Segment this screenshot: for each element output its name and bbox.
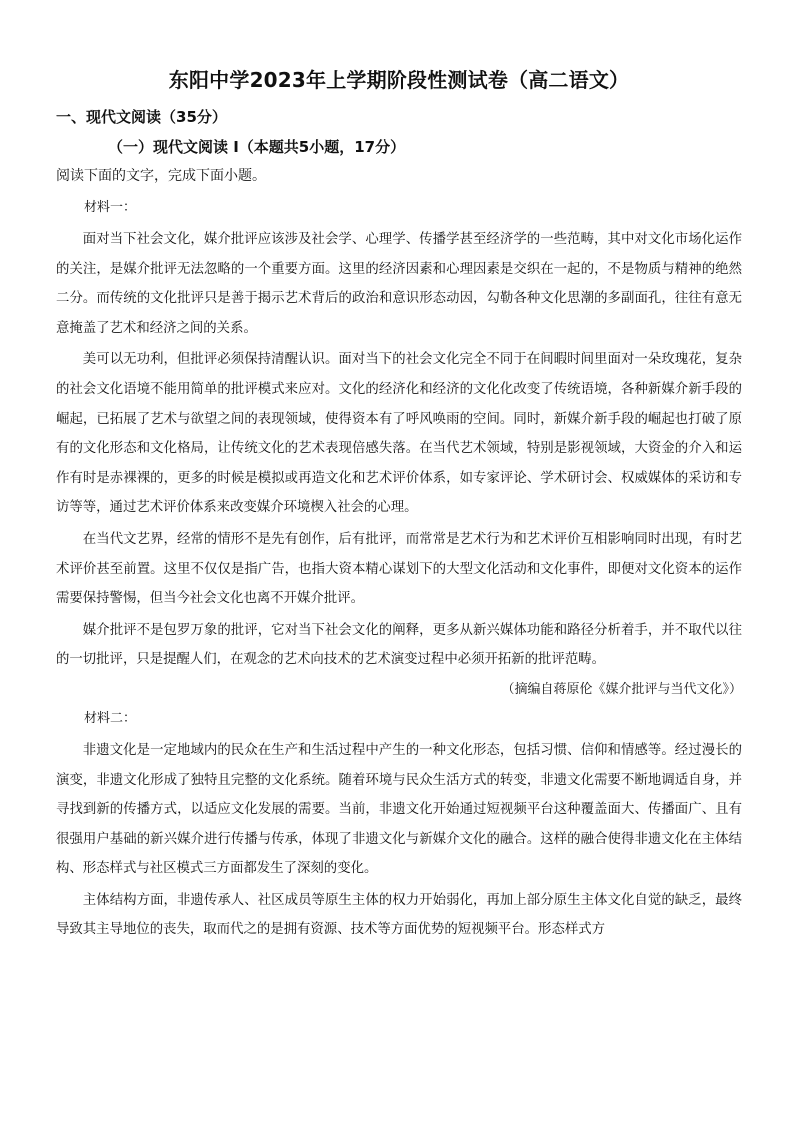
material-one-paragraph-2: 美可以无功利，但批评必须保持清醒认识。面对当下的社会文化完全不同于在间暇时间里面对一朵玫瑰花，复杂的社会文化语境不能用简单的批评模式来应对。文化的经济化和经济的文化化改变了传统语境，各种新媒介新手段的崛起，已拓展了艺术与欲望之间的表现领域，使得资本有了呼风唤雨的空间。同时，新媒介新手段的崛起也打破了原有的文化形态和文化格局，让传统文化的艺术表现倍感失落。在当代艺术领域，特别是影视领域，大资金的介入和运作有时是赤裸裸的，更多的时候是模拟或再造文化和艺术评价体系，如专家评论、学术研讨会、权威媒体的采访和专访等等，通过艺术评价体系来改变媒介环境楔入社会的心理。 [56, 352, 742, 516]
material-one-paragraph-4: 媒介批评不是包罗万象的批评，它对当下社会文化的阐释，更多从新兴媒体功能和路径分析着手，并不取代以往的一切批评，只是提醒人们，在观念的艺术向技术的艺术演变过程中必须开拓新的批评范畴。 [56, 622, 742, 668]
material-two-paragraph-2: 主体结构方面，非遗传承人、社区成员等原生主体的权力开始弱化，再加上部分原生主体文化自觉的缺乏，最终导致其主导地位的丧失，取而代之的是拥有资源、技术等方面优势的短视频平台。形态样式方 [56, 892, 742, 938]
exam-title: 东阳中学2023年上学期阶段性测试卷（高二语文） [168, 68, 630, 92]
material-two-label: 材料二： [84, 710, 137, 726]
material-one-source: （摘编自蒋原伦《媒介批评与当代文化》） [501, 681, 742, 697]
material-one-paragraph-3: 在当代文艺界，经常的情形不是先有创作，后有批评，而常常是艺术行为和艺术评价互相影响同时出现，有时艺术评价甚至前置。这里不仅仅是指广告，也指大资本精心谋划下的大型文化活动和文化事件，即便对文化资本的运作需要保持警惕，但当今社会文化也离不开媒介批评。 [56, 531, 742, 607]
material-one [56, 196, 742, 703]
reading-instruction: 阅读下面的文字，完成下面小题。 [56, 168, 266, 184]
material-one-label: 材料一： [84, 200, 137, 215]
section-heading: 一、现代文阅读（35分） [56, 108, 227, 126]
sub-heading: （一）现代文阅读 I（本题共5小题，17分） [108, 138, 406, 156]
material-two [56, 707, 742, 945]
material-two-paragraph-1: 非遗文化是一定地域内的民众在生产和生活过程中产生的一种文化形态，包括习惯、信仰和情感等。经过漫长的演变，非遗文化形成了独特且完整的文化系统。随着环境与民众生活方式的转变，非遗文化需要不断地调适自身，并寻找到新的传播方式，以适应文化发展的需要。当前，非遗文化开始通过短视频平台这种覆盖面大、传播面广、且有很强用户基础的新兴媒介进行传播与传承，体现了非遗文化与新媒介文化的融合。这样的融合使得非遗文化在主体结构、形态样式与社区模式三方面都发生了深刻的变化。 [56, 742, 742, 877]
material-one-paragraph-1: 面对当下社会文化，媒介批评应该涉及社会学、心理学、传播学甚至经济学的一些范畴，其中对文化市场化运作的关注，是媒介批评无法忽略的一个重要方面。这里的经济因素和心理因素是交织在一起的，不是物质与精神的绝然二分。而传统的文化批评只是善于揭示艺术背后的政治和意识形态动因，勾勒各种文化思潮的多副面孔，往往有意无意掩盖了艺术和经济之间的关系。 [56, 232, 742, 336]
